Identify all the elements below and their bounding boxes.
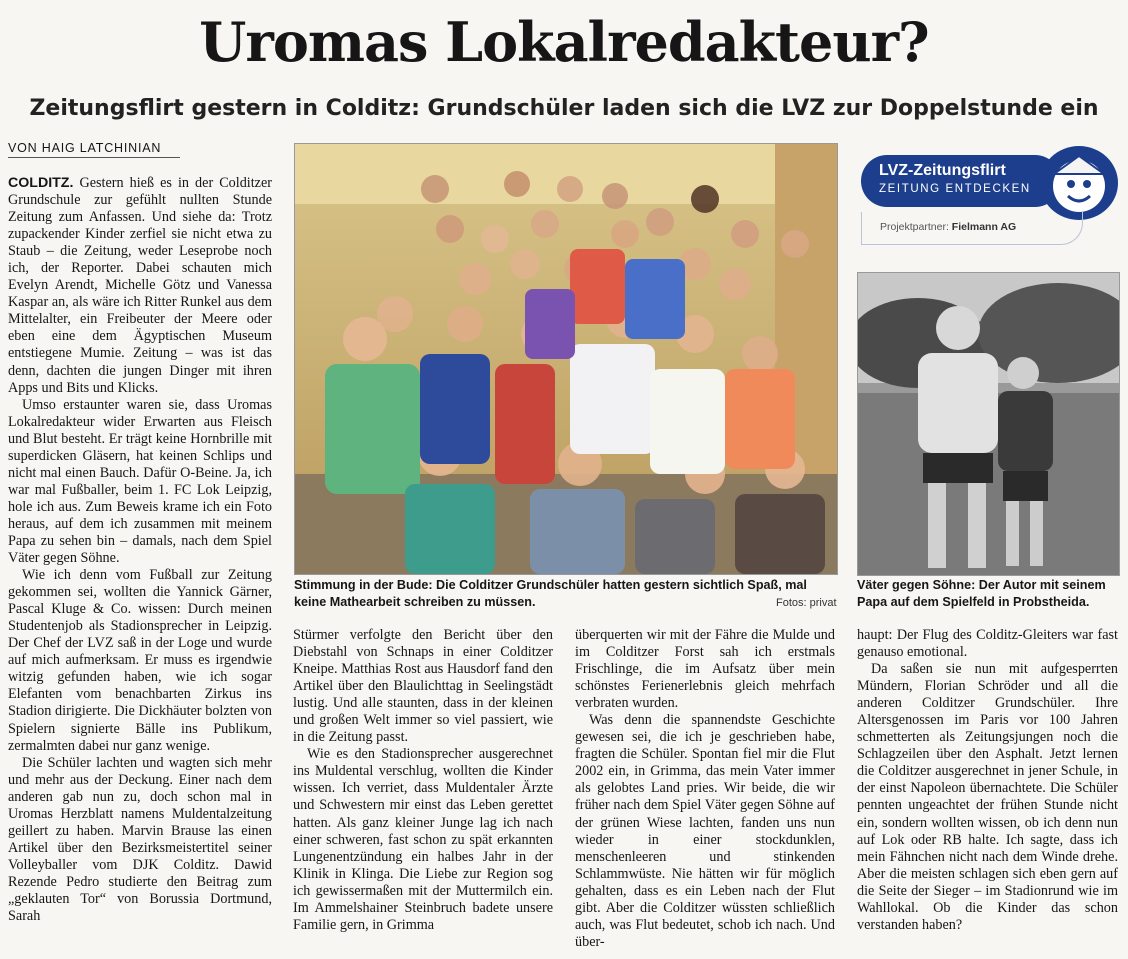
newspaper-mascot-icon [1040,146,1118,220]
paragraph: Stürmer verfolgte den Bericht über den Diebstahl von Schnaps in einer Colditzer Kneipe. Matthias Rost aus Hausdorf fand den Artikel über den Blaulichttag in Seelingstädt lustig. Und alle staunten, dass in der kleinen und großen Welt immer so viel passiert, wie in die Zeitung passt. [293,627,553,746]
subheadline: Zeitungsflirt gestern in Colditz: Grundschüler laden sich die LVZ zur Doppelstunde ein [29,96,1099,121]
logo-title: LVZ-Zeitungsflirt [879,162,1006,179]
headline: Uromas Lokalredakteur? [199,10,929,74]
dateline: COLDITZ. [8,175,74,191]
paragraph: Da saßen sie nun mit aufgesperrten Mündern, Florian Schröder und all die anderen Colditzer Grundschüler. Ihre Altersgenossen im Paris vor 100 Jahren schmetterten als Zeitungsjungen noch die Schlagzeilen über den Asphalt. Jetzt lernen die Colditzer ausgerechnet in jener Schule, in der einst Napoleon übernachtete. Die Schüler pennten ungeachtet der frühen Stunde nicht ein, sondern wollten wissen, ob ich denn nun auf Lok oder RB halte. Ich sagte, dass ich mein Fähnchen nicht nach dem Winde drehe. Aber die meisten schlagen sich eben gern auf die Seite der Sieger – im Stadionrund wie im Wahllokal. Ob die Kinder das schon verstanden haben? [857,661,1118,933]
paragraph: Umso erstaunter waren sie, dass Uromas Lokalredakteur wider Erwarten aus Fleisch und Blut besteht. Er trägt keine Hornbrille mit superdicken Gläsern, hat keinen Schlips und nicht mal einen Bauch. Dafür O-Beine. Ja, ich war mal Fußballer, beim 1. FC Lok Leipzig, hole ich aus. Zum Beweis krame ich ein Foto heraus, auf dem ich zusammen mit meinem Papa zu sehen bin – damals, nach dem Spiel Väter gegen Söhne. [8,396,272,567]
article-column-3 [575,627,835,952]
article-column-1 [8,175,272,955]
paragraph: Die Schüler lachten und wagten sich mehr und mehr aus der Deckung. Einer nach dem anderen gab nun zu, doch schon mal in Uromas Herzblatt namens Muldentalzeitung geillert zu haben. Marvin Brause las einen Artikel über den Bezirksmeistertitel seiner Volleyballer vom DJK Colditz. Dawid Rezende Pedro studierte den Beitrag zum „geklauten Tor“ von Borussia Dortmund, Sarah [8,754,272,925]
father-son-photo [857,272,1120,576]
paragraph-text: Gestern hieß es in der Colditzer Grundschule zur gefühlt nullten Stunde Zeitung zum Anfassen. Und siehe da: Trotz zupackender Kinder zerfiel sie nicht etwa zu Staub – die Zeitung, weder Leseprobe noch ich, der Reporter. Dabei schauten mich Evelyn Arendt, Michelle Götz und Vanessa Kaspar an, als wäre ich Ritter Runkel aus dem Mittelalter, ein Freibeuter der Meere oder eben eine dem Ägyptischen Museum entstiegene Mumie. Zeitung – was ist das denn, dachten die jungen Dinger mit ihren Apps und Bits und Klicks. [8,175,273,396]
partner-name: Fielmann AG [951,221,1017,233]
logo-subtitle: ZEITUNG ENTDECKEN [879,183,1031,195]
article-column-2 [293,627,553,952]
paragraph: haupt: Der Flug des Colditz-Gleiters war fast genauso emotional. [857,627,1118,661]
partner-label: Projektpartner: [880,221,949,233]
photo-caption-main: Stimmung in der Bude: Die Colditzer Grundschüler hatten gestern sichtlich Spaß, mal keine Mathearbeit schreiben zu müssen. [294,578,807,609]
paragraph: Wie es den Stadionsprecher ausgerechnet ins Muldental verschlug, wollten die Kinder wissen. Ich verriet, dass Muldentaler Ärzte und Schwestern mir einst das Leben gerettet hatten. Als ganz kleiner Junge lag ich nach einer schweren, fast schon zu spät erkannten Lungenentzündung ein halbes Jahr in der Klinik in Klinga. Die Liebe zur Region sog ich gewissermaßen mit der Muttermilch ein. Im Ammelshainer Steinbruch badete unsere Familie gern, in Grimma [293,746,553,933]
paragraph: Was denn die spannendste Geschichte gewesen sei, die ich je geschrieben habe, fragten die Schüler. Spontan fiel mir die Flut 2002 ein, in Grimma, das mein Vater immer als gelobtes Land pries. Wir beide, die wir früher nach dem Spiel Väter gegen Söhne auf der grünen Wiese lachten, fanden uns nun wieder in einer stockdunklen, menschenleeren und stinkenden Schlammwüste. Nie hätten wir für möglich gehalten, dass es ein Leben nach der Flut gibt. Aber die Colditzer wüssten schließlich auch, was Flut bedeutet, schob ich nach. Und über- [575,712,835,950]
byline: VON HAIG LATCHINIAN [8,141,180,158]
photo-credit: Fotos: privat [776,597,837,609]
photo-caption-side: Väter gegen Söhne: Der Autor mit seinem Papa auf dem Spielfeld in Probstheida. [857,578,1106,609]
article-column-4 [857,627,1118,952]
paragraph: Wie ich denn vom Fußball zur Zeitung gekommen sei, wollten die Yannick Gärner, Pascal Kluge & Co. wissen: Durch meinen Studentenjob als Stadionsprecher in Leipzig. Der Chef der LVZ saß in der Loge und wurde auf mich aufmerksam. Er muss es irgendwie witzig gefunden haben, wie ich sogar Elefanten vom benachbarten Zirkus ins Stadion dirigierte. Die Dickhäuter bolzten von Spielern signierte Bälle ins Publikum, zermalmten dabei nur ganz wenige. [8,567,272,754]
children-photo-illustration [295,144,837,574]
paragraph [8,175,272,397]
lvz-zeitungsflirt-logo [861,155,1061,207]
class-photo [294,143,838,575]
father-son-illustration [858,273,1119,575]
project-partner [880,221,1016,233]
paragraph: überquerten wir mit der Fähre die Mulde und im Colditzer Forst sah ich erstmals Frischlinge, die im Aufsatz über mein schönstes Ferienerlebnis gleich mehrfach verbraten wurden. [575,627,835,712]
